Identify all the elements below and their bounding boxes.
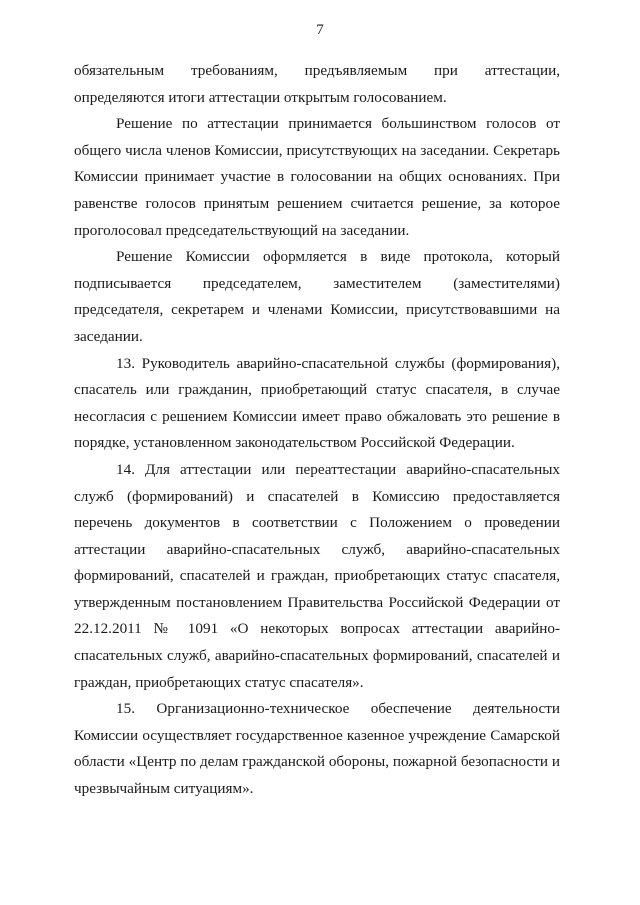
paragraph-continuation: обязательным требованиям, предъявляемым при аттестации, определяются итоги аттестации открытым голосованием. xyxy=(74,62,560,106)
paragraph-protocol: Решение Комиссии оформляется в виде протокола, который подписывается председателем, заместителем (заместителями) председателя, секретарем и членами Комиссии, присутствовавшими на заседании. xyxy=(74,248,560,345)
paragraph-item-13: 13. Руководитель аварийно-спасательной службы (формирования), спасатель или гражданин, приобретающий статус спасателя, в случае несогласия с решением Комиссии имеет право обжаловать это решение в порядке, установленном законодательством Российской Федерации. xyxy=(74,354,560,452)
document-body xyxy=(74,58,560,803)
page-number: 7 xyxy=(316,22,324,38)
paragraph-item-14: 14. Для аттестации или переаттестации аварийно-спасательных служб (формирований) и спасателей в Комиссию предоставляется перечень документов в соответствии с Положением о проведении аттестации аварийно-спасательных служб, аварийно-спасательных формирований, спасателей и граждан, приобретающих статус спасателя, утвержденным постановлением Правительства Российской Федерации от 22.12.2011 № 1091 «О некоторых вопросах аттестации аварийно-спасательных служб, аварийно-спасательных формирований, спасателей и граждан, приобретающих статус спасателя». xyxy=(74,460,560,691)
paragraph-decision-voting: Решение по аттестации принимается большинством голосов от общего числа членов Комиссии, присутствующих на заседании. Секретарь Комиссии принимает участие в голосовании на общих основаниях. При равенстве голосов принятым решением считается решение, за которое проголосовал председательствующий на заседании. xyxy=(74,115,560,239)
paragraph-item-15: 15. Организационно-техническое обеспечение деятельности Комиссии осуществляет государственное казенное учреждение Самарской области «Центр по делам гражданской обороны, пожарной безопасности и чрезвычайным ситуациям». xyxy=(74,700,560,798)
